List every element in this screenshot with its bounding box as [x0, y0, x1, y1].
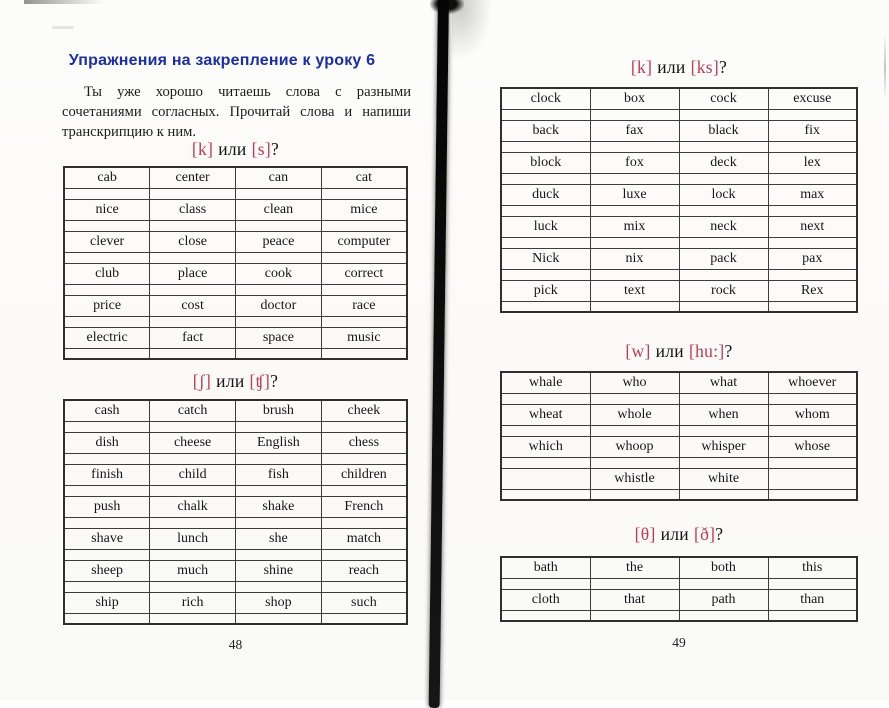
transcription-blank-cell: [150, 188, 236, 199]
transcription-blank-cell: [768, 578, 857, 589]
word-cell: computer: [321, 231, 407, 252]
intro-paragraph: Ты уже хорошо читаешь слова с разными сочетаниями согласных. Прочитай слова и напиши транскрипцию к ним.: [62, 84, 411, 140]
transcription-blank-cell: [64, 613, 150, 624]
transcription-blank-row: [501, 173, 857, 184]
word-cell: shake: [236, 496, 322, 517]
transcription-blank-cell: [590, 205, 679, 216]
word-cell: match: [321, 528, 407, 549]
transcription-blank-cell: [768, 610, 857, 621]
transcription-blank-cell: [679, 393, 768, 404]
section-heading-sh-or-ch: [63, 371, 408, 392]
transcription-blank-row: [501, 393, 857, 404]
transcription-blank-row: [64, 581, 407, 592]
transcription-blank-cell: [768, 301, 857, 312]
word-cell: whistle: [590, 468, 679, 489]
transcription-blank-row: [64, 517, 407, 528]
word-table-sh-or-ch: [63, 399, 408, 625]
word-cell: center: [150, 167, 236, 188]
word-cell: duck: [501, 184, 590, 205]
word-cell: pick: [501, 280, 590, 301]
word-cell: child: [150, 464, 236, 485]
transcription-blank-cell: [590, 237, 679, 248]
transcription-blank-cell: [679, 610, 768, 621]
transcription-blank-row: [501, 237, 857, 248]
transcription-blank-cell: [150, 421, 236, 432]
word-row: [501, 589, 857, 610]
transcription-blank-row: [64, 348, 407, 359]
word-cell: children: [321, 464, 407, 485]
word-row: [501, 152, 857, 173]
transcription-blank-cell: [321, 613, 407, 624]
transcription-blank-cell: [150, 252, 236, 263]
transcription-blank-cell: [679, 173, 768, 184]
transcription-blank-cell: [768, 173, 857, 184]
word-cell: English: [236, 432, 322, 453]
word-cell: Rex: [768, 280, 857, 301]
word-cell: nice: [64, 199, 150, 220]
transcription-blank-cell: [501, 173, 590, 184]
heading-conjunction: или: [218, 139, 247, 159]
phoneme-symbol: [s]: [251, 139, 271, 159]
transcription-blank-cell: [590, 301, 679, 312]
word-cell: max: [768, 184, 857, 205]
page-number-right: 49: [672, 635, 686, 650]
word-cell: neck: [679, 216, 768, 237]
transcription-blank-row: [64, 613, 407, 624]
word-cell: cash: [64, 400, 150, 421]
transcription-blank-cell: [236, 453, 322, 464]
word-cell: fix: [768, 120, 857, 141]
transcription-blank-cell: [64, 348, 150, 359]
transcription-blank-cell: [768, 205, 857, 216]
heading-question-mark: ?: [719, 57, 728, 77]
word-cell: shave: [64, 528, 150, 549]
word-cell: clock: [501, 88, 590, 109]
word-row: [64, 167, 407, 188]
word-row: [64, 592, 407, 613]
transcription-blank-cell: [590, 457, 679, 468]
word-cell: pax: [768, 248, 857, 269]
word-row: [501, 216, 857, 237]
word-cell: [501, 468, 590, 489]
transcription-blank-cell: [236, 220, 322, 231]
word-cell: sheep: [64, 560, 150, 581]
word-row: [501, 436, 857, 457]
transcription-blank-cell: [590, 141, 679, 152]
word-cell: such: [321, 592, 407, 613]
word-cell: excuse: [768, 88, 857, 109]
word-row: [64, 263, 407, 284]
transcription-blank-cell: [679, 269, 768, 280]
transcription-blank-cell: [236, 485, 322, 496]
word-cell: race: [321, 295, 407, 316]
transcription-blank-cell: [236, 188, 322, 199]
transcription-blank-cell: [679, 301, 768, 312]
word-row: [64, 432, 407, 453]
transcription-blank-cell: [150, 284, 236, 295]
word-cell: cock: [679, 88, 768, 109]
word-row: [64, 464, 407, 485]
word-cell: music: [321, 327, 407, 348]
transcription-blank-row: [64, 284, 407, 295]
transcription-blank-row: [64, 220, 407, 231]
transcription-blank-cell: [64, 316, 150, 327]
word-cell: fish: [236, 464, 322, 485]
transcription-blank-cell: [768, 425, 857, 436]
word-cell: Nick: [501, 248, 590, 269]
transcription-blank-row: [64, 188, 407, 199]
word-row: [64, 496, 407, 517]
word-cell: [768, 468, 857, 489]
transcription-blank-cell: [64, 453, 150, 464]
word-cell: what: [679, 372, 768, 393]
word-cell: whoever: [768, 372, 857, 393]
word-row: [501, 280, 857, 301]
word-cell: back: [501, 120, 590, 141]
word-cell: electric: [64, 327, 150, 348]
section-heading-th-voiceless-or-voiced: [500, 524, 858, 545]
transcription-blank-cell: [236, 613, 322, 624]
transcription-blank-cell: [64, 421, 150, 432]
word-cell: price: [64, 295, 150, 316]
phoneme-symbol: [ʧ]: [249, 371, 271, 391]
transcription-blank-cell: [236, 316, 322, 327]
word-cell: wheat: [501, 404, 590, 425]
word-cell: cost: [150, 295, 236, 316]
word-cell: lunch: [150, 528, 236, 549]
phoneme-symbol: [ks]: [690, 57, 720, 77]
transcription-blank-cell: [501, 425, 590, 436]
word-row: [64, 295, 407, 316]
transcription-blank-row: [64, 252, 407, 263]
transcription-blank-row: [501, 141, 857, 152]
section-heading-w-or-hu: [500, 341, 858, 362]
transcription-blank-cell: [64, 517, 150, 528]
word-cell: ship: [64, 592, 150, 613]
transcription-blank-cell: [501, 457, 590, 468]
section-heading-k-or-s: [63, 139, 408, 160]
word-cell: mix: [590, 216, 679, 237]
transcription-blank-cell: [321, 421, 407, 432]
word-cell: cook: [236, 263, 322, 284]
transcription-blank-cell: [768, 393, 857, 404]
section-heading-k-or-ks: [500, 57, 858, 78]
transcription-blank-cell: [768, 141, 857, 152]
word-row: [64, 400, 407, 421]
transcription-blank-cell: [590, 269, 679, 280]
transcription-blank-cell: [501, 610, 590, 621]
transcription-blank-cell: [679, 109, 768, 120]
word-cell: lex: [768, 152, 857, 173]
transcription-blank-row: [64, 485, 407, 496]
transcription-blank-cell: [321, 284, 407, 295]
transcription-blank-cell: [590, 610, 679, 621]
word-table-k-or-s: [63, 166, 408, 360]
heading-conjunction: или: [216, 371, 245, 391]
transcription-blank-cell: [679, 205, 768, 216]
transcription-blank-cell: [150, 220, 236, 231]
word-row: [501, 88, 857, 109]
transcription-blank-cell: [236, 348, 322, 359]
word-cell: brush: [236, 400, 322, 421]
transcription-blank-cell: [321, 220, 407, 231]
word-cell: mice: [321, 199, 407, 220]
transcription-blank-cell: [321, 549, 407, 560]
transcription-blank-cell: [236, 549, 322, 560]
word-cell: this: [768, 557, 857, 578]
transcription-blank-cell: [501, 269, 590, 280]
transcription-blank-row: [501, 205, 857, 216]
phoneme-symbol: [k]: [630, 57, 653, 77]
word-cell: shine: [236, 560, 322, 581]
word-row: [64, 231, 407, 252]
transcription-blank-cell: [150, 348, 236, 359]
transcription-blank-cell: [501, 141, 590, 152]
transcription-blank-row: [501, 489, 857, 500]
word-cell: cat: [321, 167, 407, 188]
word-cell: fax: [590, 120, 679, 141]
transcription-blank-cell: [236, 421, 322, 432]
word-cell: she: [236, 528, 322, 549]
word-cell: black: [679, 120, 768, 141]
transcription-blank-row: [64, 421, 407, 432]
transcription-blank-cell: [590, 425, 679, 436]
word-cell: club: [64, 263, 150, 284]
word-cell: correct: [321, 263, 407, 284]
transcription-blank-cell: [590, 109, 679, 120]
heading-question-mark: ?: [270, 371, 279, 391]
word-cell: reach: [321, 560, 407, 581]
word-cell: nix: [590, 248, 679, 269]
transcription-blank-row: [501, 457, 857, 468]
word-cell: deck: [679, 152, 768, 173]
word-cell: French: [321, 496, 407, 517]
transcription-blank-cell: [150, 581, 236, 592]
word-cell: cab: [64, 167, 150, 188]
transcription-blank-cell: [590, 393, 679, 404]
word-table-th: [500, 556, 858, 622]
transcription-blank-cell: [64, 188, 150, 199]
word-cell: peace: [236, 231, 322, 252]
word-cell: fact: [150, 327, 236, 348]
transcription-blank-row: [501, 578, 857, 589]
phoneme-symbol: [θ]: [634, 524, 656, 544]
word-cell: whom: [768, 404, 857, 425]
word-cell: clever: [64, 231, 150, 252]
transcription-blank-cell: [501, 578, 590, 589]
word-cell: much: [150, 560, 236, 581]
transcription-blank-cell: [321, 517, 407, 528]
transcription-blank-cell: [679, 141, 768, 152]
word-table-k-or-ks: [500, 87, 858, 313]
word-cell: whose: [768, 436, 857, 457]
word-cell: doctor: [236, 295, 322, 316]
transcription-blank-cell: [321, 453, 407, 464]
word-cell: when: [679, 404, 768, 425]
phoneme-symbol: [ð]: [693, 524, 716, 544]
phoneme-symbol: [hu:]: [688, 341, 725, 361]
word-row: [64, 327, 407, 348]
transcription-blank-row: [501, 301, 857, 312]
word-cell: class: [150, 199, 236, 220]
transcription-blank-cell: [501, 489, 590, 500]
transcription-blank-cell: [501, 237, 590, 248]
phoneme-symbol: [ʃ]: [192, 371, 212, 391]
word-cell: catch: [150, 400, 236, 421]
transcription-blank-cell: [321, 348, 407, 359]
word-cell: place: [150, 263, 236, 284]
transcription-blank-cell: [64, 549, 150, 560]
word-cell: both: [679, 557, 768, 578]
transcription-blank-cell: [150, 316, 236, 327]
transcription-blank-cell: [501, 393, 590, 404]
word-cell: can: [236, 167, 322, 188]
transcription-blank-cell: [321, 188, 407, 199]
transcription-blank-row: [501, 109, 857, 120]
word-cell: next: [768, 216, 857, 237]
word-cell: that: [590, 589, 679, 610]
transcription-blank-cell: [236, 252, 322, 263]
heading-question-mark: ?: [724, 341, 733, 361]
transcription-blank-cell: [768, 489, 857, 500]
word-cell: close: [150, 231, 236, 252]
word-cell: who: [590, 372, 679, 393]
word-cell: bath: [501, 557, 590, 578]
transcription-blank-cell: [768, 457, 857, 468]
transcription-blank-cell: [679, 457, 768, 468]
transcription-blank-cell: [321, 316, 407, 327]
transcription-blank-cell: [321, 581, 407, 592]
word-cell: whole: [590, 404, 679, 425]
left-page: [0, 0, 443, 700]
transcription-blank-row: [501, 425, 857, 436]
word-cell: chess: [321, 432, 407, 453]
word-cell: whoop: [590, 436, 679, 457]
word-table-w-or-hu: [500, 371, 858, 501]
transcription-blank-cell: [150, 549, 236, 560]
word-row: [501, 404, 857, 425]
word-cell: cloth: [501, 589, 590, 610]
transcription-blank-cell: [679, 489, 768, 500]
word-cell: fox: [590, 152, 679, 173]
word-cell: than: [768, 589, 857, 610]
transcription-blank-cell: [501, 109, 590, 120]
transcription-blank-cell: [679, 237, 768, 248]
word-row: [64, 199, 407, 220]
heading-conjunction: или: [655, 341, 684, 361]
transcription-blank-cell: [321, 252, 407, 263]
word-row: [64, 560, 407, 581]
transcription-blank-cell: [150, 453, 236, 464]
word-cell: chalk: [150, 496, 236, 517]
transcription-blank-cell: [64, 220, 150, 231]
transcription-blank-cell: [679, 578, 768, 589]
heading-conjunction: или: [660, 524, 689, 544]
word-row: [501, 468, 857, 489]
phoneme-symbol: [k]: [191, 139, 214, 159]
transcription-blank-row: [64, 453, 407, 464]
word-row: [501, 372, 857, 393]
word-row: [501, 557, 857, 578]
transcription-blank-cell: [150, 517, 236, 528]
transcription-blank-row: [64, 316, 407, 327]
word-cell: push: [64, 496, 150, 517]
word-row: [501, 184, 857, 205]
word-cell: rich: [150, 592, 236, 613]
word-row: [501, 248, 857, 269]
transcription-blank-cell: [768, 109, 857, 120]
transcription-blank-cell: [321, 485, 407, 496]
lesson-title: Упражнения на закрепление к уроку 6: [68, 52, 376, 69]
word-cell: luck: [501, 216, 590, 237]
transcription-blank-cell: [590, 578, 679, 589]
word-cell: text: [590, 280, 679, 301]
word-cell: the: [590, 557, 679, 578]
transcription-blank-cell: [64, 284, 150, 295]
right-page: [455, 0, 889, 700]
word-cell: dish: [64, 432, 150, 453]
word-cell: box: [590, 88, 679, 109]
transcription-blank-cell: [236, 284, 322, 295]
word-cell: rock: [679, 280, 768, 301]
heading-question-mark: ?: [270, 139, 280, 159]
word-cell: pack: [679, 248, 768, 269]
word-cell: finish: [64, 464, 150, 485]
word-cell: whale: [501, 372, 590, 393]
transcription-blank-cell: [768, 269, 857, 280]
transcription-blank-cell: [150, 613, 236, 624]
word-cell: block: [501, 152, 590, 173]
word-cell: luxe: [590, 184, 679, 205]
word-row: [64, 528, 407, 549]
word-cell: white: [679, 468, 768, 489]
transcription-blank-cell: [64, 581, 150, 592]
page-number-left: 48: [228, 637, 243, 652]
transcription-blank-cell: [501, 205, 590, 216]
word-cell: lock: [679, 184, 768, 205]
transcription-blank-row: [64, 549, 407, 560]
phoneme-symbol: [w]: [625, 341, 651, 361]
word-cell: path: [679, 589, 768, 610]
word-cell: whisper: [679, 436, 768, 457]
word-cell: space: [236, 327, 322, 348]
transcription-blank-cell: [590, 489, 679, 500]
transcription-blank-cell: [590, 173, 679, 184]
heading-question-mark: ?: [715, 524, 724, 544]
word-cell: cheese: [150, 432, 236, 453]
transcription-blank-cell: [768, 237, 857, 248]
transcription-blank-cell: [64, 485, 150, 496]
word-row: [501, 120, 857, 141]
transcription-blank-cell: [679, 425, 768, 436]
transcription-blank-cell: [501, 301, 590, 312]
transcription-blank-row: [501, 269, 857, 280]
transcription-blank-cell: [236, 581, 322, 592]
word-cell: clean: [236, 199, 322, 220]
word-cell: shop: [236, 592, 322, 613]
transcription-blank-cell: [150, 485, 236, 496]
transcription-blank-cell: [236, 517, 322, 528]
transcription-blank-cell: [64, 252, 150, 263]
word-cell: which: [501, 436, 590, 457]
word-cell: cheek: [321, 400, 407, 421]
heading-conjunction: или: [657, 57, 686, 77]
transcription-blank-row: [501, 610, 857, 621]
